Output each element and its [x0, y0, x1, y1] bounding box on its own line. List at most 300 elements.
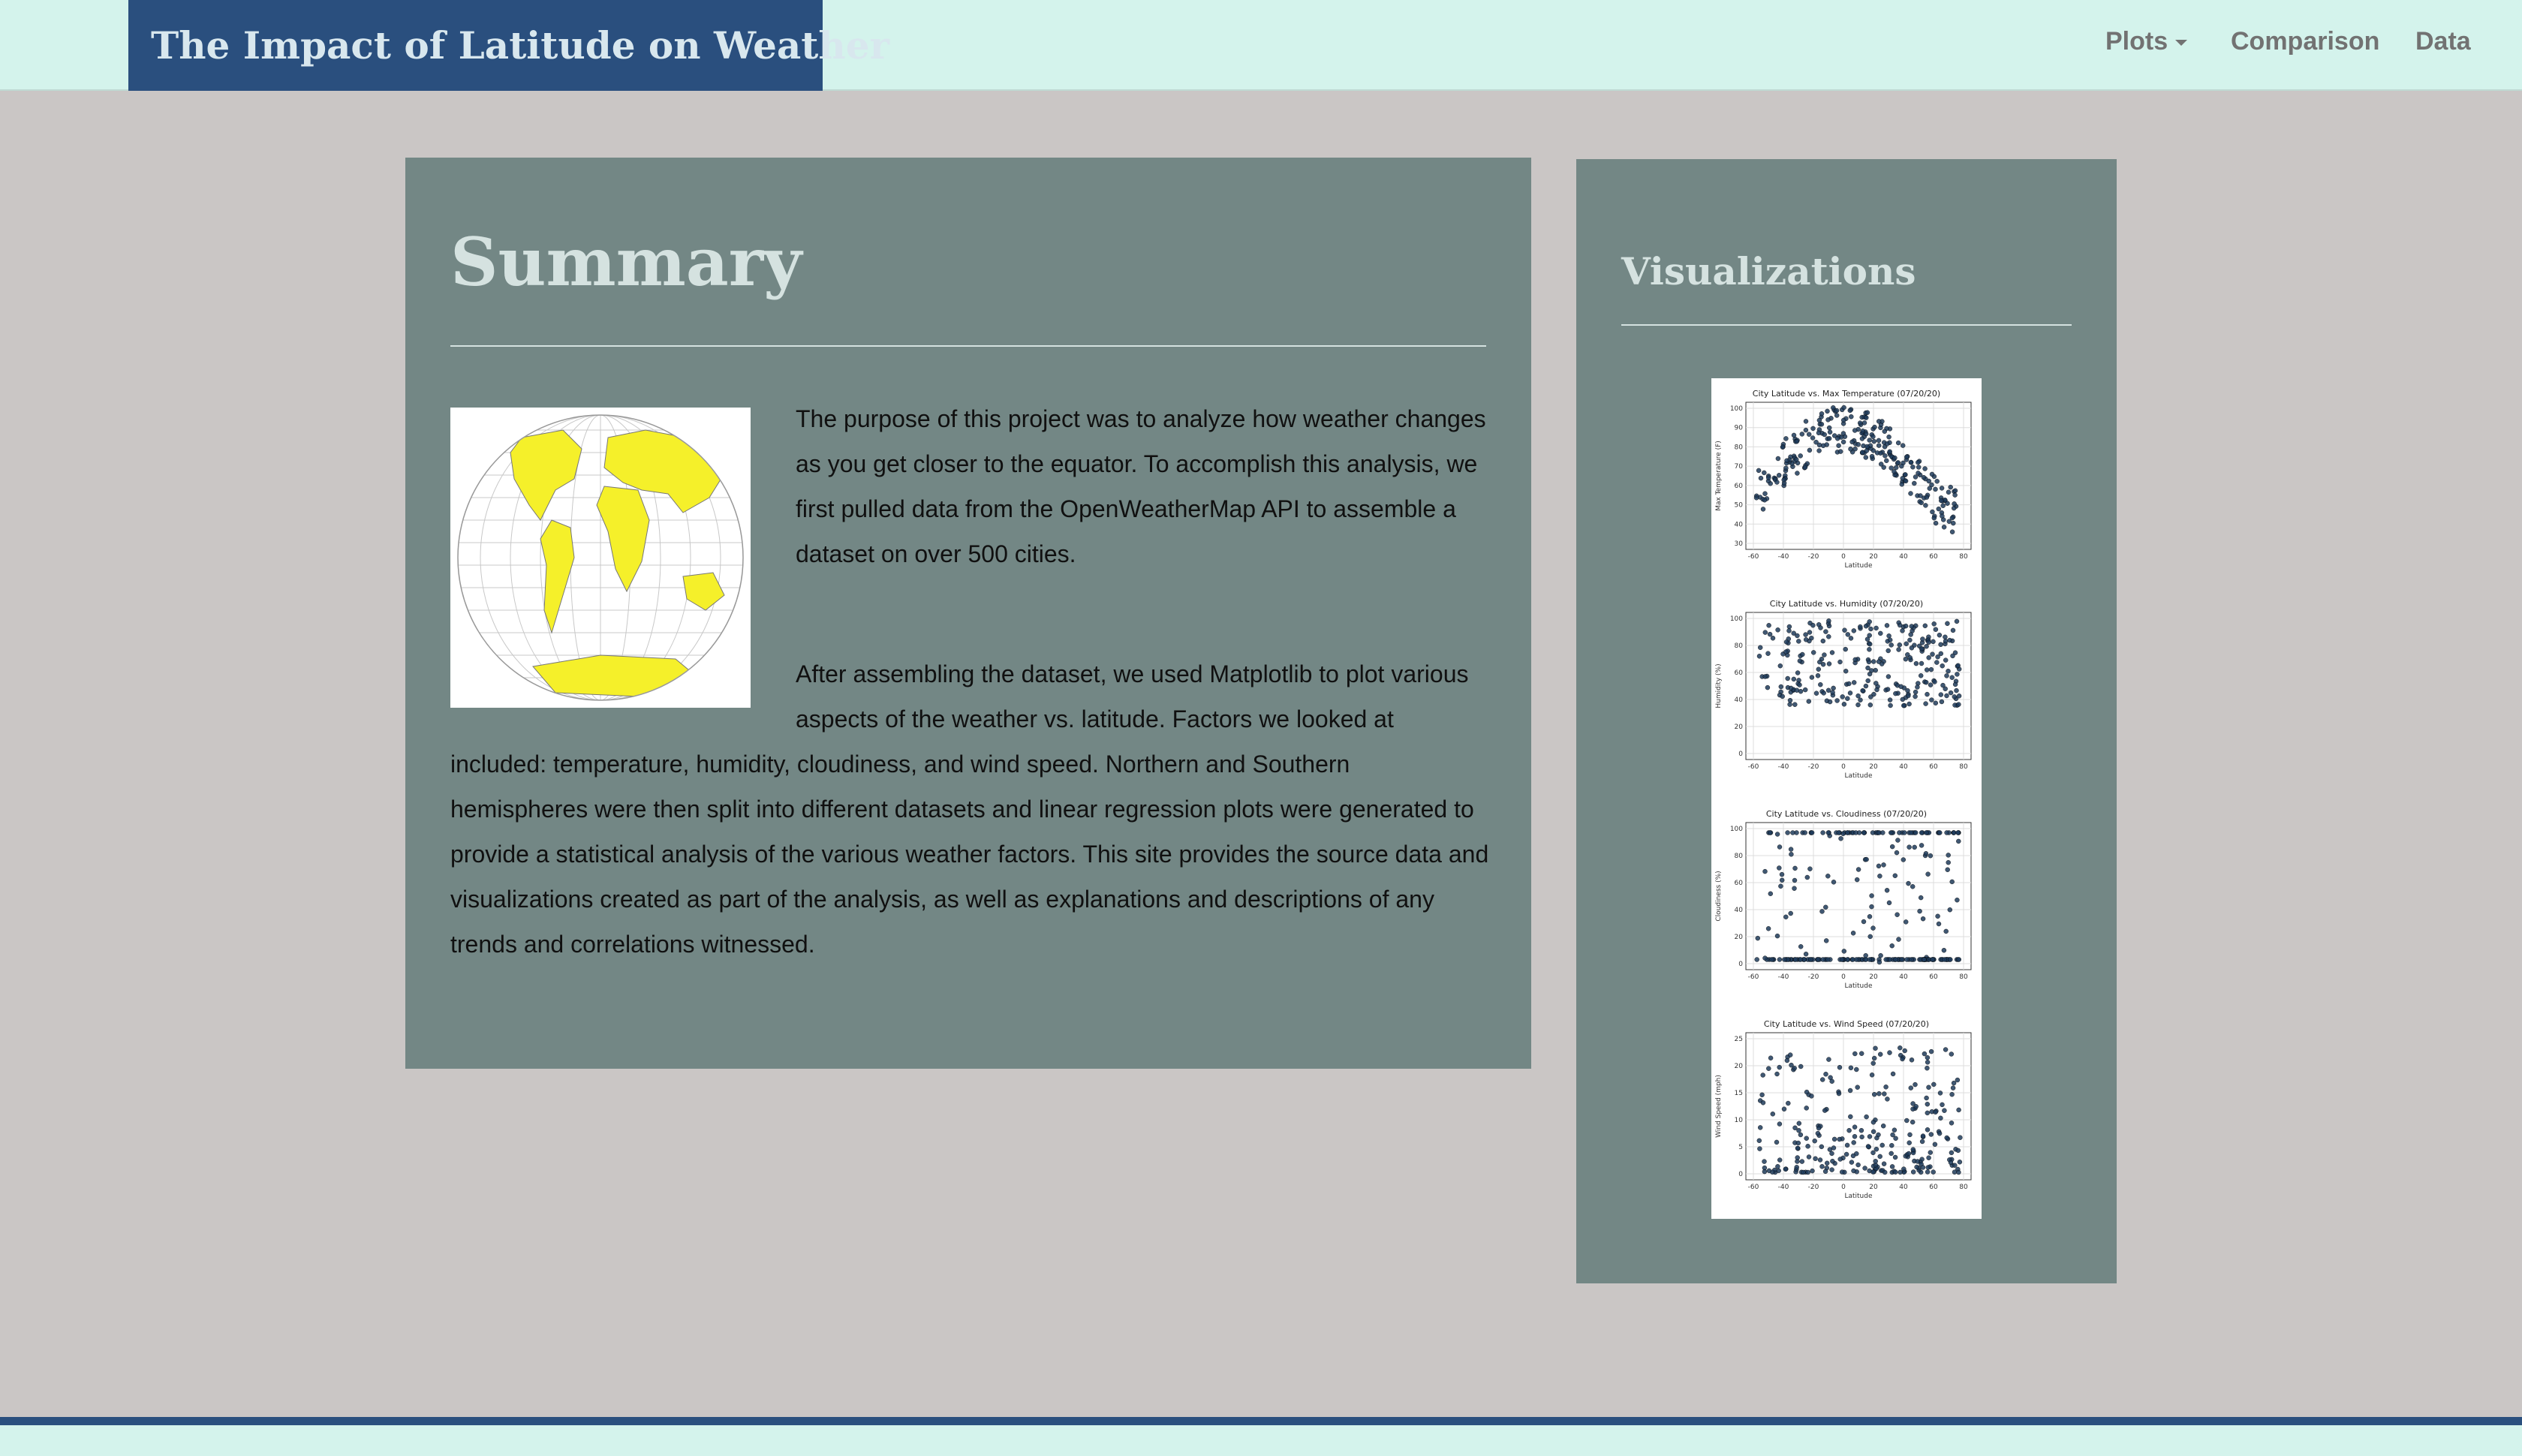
- scatter-point: [1929, 698, 1934, 702]
- scatter-point: [1819, 411, 1824, 416]
- scatter-point: [1947, 519, 1952, 524]
- scatter-point: [1786, 831, 1790, 835]
- scatter-point: [1909, 492, 1913, 496]
- scatter-point: [1840, 1170, 1844, 1175]
- scatter-point: [1865, 637, 1870, 642]
- scatter-point: [1919, 501, 1924, 505]
- scatter-point: [1806, 1170, 1810, 1175]
- scatter-point: [1761, 1073, 1765, 1078]
- scatter-point: [1807, 448, 1812, 453]
- y-tick-label: 0: [1738, 1171, 1743, 1178]
- scatter-point: [1870, 831, 1875, 835]
- scatter-point: [1919, 661, 1924, 666]
- scatter-point: [1910, 645, 1914, 650]
- scatter-point: [1955, 672, 1959, 676]
- scatter-point: [1757, 654, 1762, 658]
- scatter-point: [1816, 958, 1820, 962]
- scatter-point: [1777, 866, 1781, 871]
- x-tick-label: 60: [1929, 553, 1938, 561]
- scatter-point: [1881, 1124, 1885, 1128]
- scatter-point: [1940, 1103, 1945, 1107]
- scatter-point: [1905, 958, 1910, 962]
- scatter-point: [1831, 690, 1835, 695]
- y-tick-label: 60: [1734, 880, 1743, 887]
- scatter-point: [1895, 850, 1899, 855]
- scatter-point: [1933, 1142, 1937, 1147]
- scatter-point: [1955, 1078, 1960, 1082]
- scatter-point: [1810, 623, 1815, 627]
- scatter-point: [1820, 909, 1825, 913]
- scatter-point: [1884, 459, 1888, 463]
- scatter-point: [1768, 1056, 1773, 1060]
- scatter-point: [1890, 943, 1895, 948]
- scatter-point: [1795, 471, 1799, 476]
- scatter-point: [1839, 836, 1843, 841]
- scatter-point: [1953, 682, 1958, 687]
- scatter-point: [1956, 663, 1961, 668]
- scatter-point: [1931, 1082, 1936, 1087]
- scatter-plots-graphic: [1711, 378, 1982, 1219]
- scatter-point: [1942, 525, 1946, 529]
- scatter-point: [1943, 658, 1948, 663]
- scatter-point: [1858, 624, 1862, 629]
- scatter-point: [1952, 694, 1957, 699]
- scatter-point: [1831, 686, 1836, 690]
- scatter-point: [1953, 493, 1958, 498]
- y-tick-label: 70: [1734, 463, 1743, 471]
- scatter-point: [1867, 914, 1872, 919]
- scatter-point: [1892, 1128, 1897, 1133]
- scatter-point: [1927, 640, 1931, 645]
- scatter-point: [1870, 435, 1875, 439]
- scatter-point: [1906, 693, 1910, 698]
- scatter-point: [1816, 1126, 1821, 1130]
- scatter-point: [1871, 1151, 1876, 1155]
- scatter-point: [1857, 831, 1861, 835]
- scatter-point: [1902, 831, 1907, 835]
- scatter-point: [1931, 639, 1936, 644]
- footer: [0, 1425, 2522, 1456]
- visualizations-panel: [1576, 159, 2117, 1283]
- y-tick-label: 60: [1734, 669, 1743, 677]
- scatter-point: [1937, 1131, 1942, 1136]
- scatter-point: [1916, 471, 1921, 475]
- plot-title: City Latitude vs. Humidity (07/20/20): [1769, 599, 1924, 609]
- scatter-point: [1859, 1051, 1864, 1056]
- scatter-point: [1913, 1082, 1918, 1087]
- scatter-point: [1757, 1139, 1762, 1143]
- scatter-point: [1813, 1139, 1817, 1143]
- footer-bar: [0, 1417, 2522, 1425]
- scatter-point: [1788, 1053, 1792, 1057]
- scatter-point: [1825, 958, 1830, 962]
- scatter-point: [1811, 650, 1816, 654]
- scatter-point: [1826, 618, 1831, 623]
- scatter-point: [1786, 1101, 1790, 1106]
- x-tick-label: -60: [1747, 1184, 1759, 1191]
- scatter-point: [1873, 425, 1877, 429]
- scatter-point: [1888, 450, 1892, 454]
- scatter-point: [1933, 680, 1937, 684]
- scatter-point: [1780, 872, 1784, 877]
- scatter-point: [1792, 433, 1796, 438]
- scatter-point: [1830, 651, 1834, 655]
- scatter-point: [1822, 653, 1826, 657]
- scatter-point: [1898, 623, 1902, 627]
- scatter-point: [1889, 1151, 1894, 1156]
- scatter-point: [1861, 919, 1866, 924]
- scatter-point: [1879, 953, 1883, 958]
- scatter-point: [1901, 1167, 1906, 1172]
- scatter-point: [1876, 419, 1881, 423]
- scatter-point: [1882, 862, 1886, 867]
- scatter-point: [1819, 1145, 1824, 1149]
- scatter-point: [1759, 476, 1763, 480]
- scatter-point: [1870, 904, 1874, 909]
- scatter-point: [1800, 1160, 1804, 1164]
- scatter-point: [1845, 696, 1849, 701]
- scatter-point: [1816, 673, 1820, 678]
- scatter-point: [1908, 655, 1913, 660]
- scatter-point: [1934, 487, 1938, 492]
- scatter-point: [1887, 633, 1892, 638]
- scatter-point: [1876, 864, 1881, 868]
- scatter-point: [1940, 699, 1944, 704]
- scatter-point: [1784, 639, 1789, 644]
- scatter-point: [1822, 432, 1827, 437]
- x-tick-label: 40: [1899, 1184, 1908, 1191]
- scatter-point: [1937, 633, 1942, 637]
- scatter-point: [1903, 1048, 1907, 1053]
- x-axis-label: Latitude: [1844, 772, 1873, 780]
- scatter-plot-2: [1715, 599, 1971, 780]
- scatter-point: [1873, 1159, 1878, 1163]
- scatter-point: [1885, 623, 1889, 627]
- scatter-point: [1904, 624, 1908, 628]
- scatter-point: [1837, 1091, 1841, 1096]
- scatter-point: [1811, 426, 1816, 431]
- x-tick-label: 0: [1841, 763, 1846, 771]
- y-tick-label: 50: [1734, 501, 1743, 510]
- scatter-point: [1897, 937, 1901, 942]
- plot-title: City Latitude vs. Wind Speed (07/20/20): [1763, 1019, 1930, 1029]
- scatter-point: [1895, 913, 1900, 917]
- scatter-point: [1852, 1140, 1856, 1145]
- scatter-point: [1913, 831, 1918, 835]
- scatter-point: [1841, 440, 1846, 444]
- x-tick-label: 60: [1929, 973, 1938, 981]
- scatter-point: [1792, 702, 1797, 707]
- y-tick-label: 15: [1734, 1090, 1743, 1097]
- scatter-point: [1871, 660, 1876, 664]
- scatter-point: [1776, 456, 1780, 461]
- x-tick-label: 20: [1869, 1184, 1878, 1191]
- scatter-point: [1873, 1046, 1878, 1051]
- scatter-plot-3: [1715, 809, 1971, 990]
- scatter-point: [1779, 684, 1783, 689]
- scatter-point: [1952, 506, 1956, 510]
- scatter-point: [1774, 1140, 1779, 1145]
- scatter-point: [1777, 473, 1781, 477]
- x-tick-label: 40: [1899, 973, 1908, 981]
- scatter-point: [1919, 843, 1924, 847]
- scatter-point: [1794, 457, 1798, 462]
- scatter-plot-4: [1715, 1019, 1971, 1200]
- scatter-point: [1846, 681, 1851, 686]
- scatter-point: [1904, 657, 1908, 661]
- scatter-point: [1910, 1057, 1914, 1062]
- scatter-point: [1904, 479, 1908, 483]
- scatter-point: [1895, 838, 1900, 843]
- scatter-point: [1821, 444, 1825, 448]
- scatter-point: [1897, 831, 1901, 835]
- scatter-point: [1951, 1086, 1955, 1090]
- scatter-point: [1878, 1052, 1882, 1057]
- scatter-point: [1928, 1151, 1933, 1155]
- scatter-point: [1757, 1147, 1762, 1151]
- scatter-point: [1901, 697, 1905, 702]
- scatter-point: [1822, 1109, 1827, 1113]
- scatter-point: [1907, 845, 1912, 850]
- scatter-point: [1803, 831, 1807, 835]
- scatter-point: [1856, 693, 1861, 698]
- scatter-point: [1785, 459, 1789, 463]
- scatter-point: [1849, 1160, 1854, 1165]
- scatter-point: [1870, 1170, 1875, 1175]
- y-tick-label: 0: [1738, 751, 1743, 758]
- scatter-point: [1797, 1128, 1801, 1133]
- y-tick-label: 40: [1734, 907, 1743, 914]
- scatter-point: [1868, 695, 1873, 699]
- scatter-point: [1821, 831, 1825, 835]
- scatter-point: [1793, 1126, 1798, 1130]
- scatter-point: [1849, 1066, 1853, 1070]
- scatter-point: [1948, 907, 1952, 912]
- scatter-point: [1804, 1090, 1809, 1094]
- scatter-point: [1793, 866, 1798, 871]
- scatter-point: [1901, 628, 1905, 633]
- scatter-point: [1851, 1154, 1855, 1158]
- nav-plots-dropdown[interactable]: [2105, 27, 2187, 56]
- scatter-point: [1807, 432, 1811, 437]
- scatter-point: [1780, 878, 1784, 883]
- scatter-point: [1893, 691, 1898, 696]
- scatter-point: [1834, 414, 1839, 418]
- scatter-point: [1826, 417, 1831, 422]
- scatter-point: [1878, 1154, 1882, 1159]
- scatter-point: [1886, 648, 1891, 653]
- scatter-point: [1928, 853, 1933, 858]
- x-tick-label: 0: [1841, 1184, 1846, 1191]
- scatter-point: [1923, 624, 1928, 628]
- scatter-point: [1852, 628, 1856, 633]
- scatter-point: [1873, 681, 1878, 685]
- plot-title: City Latitude vs. Cloudiness (07/20/20): [1765, 809, 1928, 819]
- scatter-point: [1800, 432, 1804, 436]
- scatter-point: [1910, 1120, 1915, 1124]
- scatter-point: [1860, 1135, 1864, 1139]
- scatter-point: [1863, 1166, 1867, 1171]
- x-tick-label: -40: [1777, 553, 1789, 561]
- scatter-point: [1911, 1148, 1916, 1152]
- scatter-point: [1763, 630, 1768, 635]
- scatter-point: [1808, 958, 1813, 962]
- scatter-point: [1842, 949, 1846, 953]
- scatter-point: [1846, 632, 1850, 636]
- scatter-point: [1882, 429, 1887, 434]
- y-tick-label: 90: [1734, 424, 1743, 432]
- scatter-point: [1777, 1065, 1782, 1069]
- visualizations-image-link[interactable]: [1711, 378, 1982, 1219]
- scatter-point: [1870, 894, 1874, 898]
- scatter-point: [1927, 655, 1931, 660]
- y-tick-label: 40: [1734, 696, 1743, 704]
- scatter-point: [1777, 958, 1782, 962]
- scatter-point: [1953, 489, 1958, 493]
- scatter-point: [1768, 892, 1773, 896]
- scatter-point: [1850, 440, 1855, 444]
- scatter-point: [1775, 1072, 1780, 1076]
- scatter-point: [1768, 831, 1772, 835]
- scatter-point: [1939, 642, 1943, 647]
- scatter-point: [1867, 642, 1872, 646]
- scatter-point: [1866, 1145, 1870, 1149]
- scatter-point: [1864, 953, 1868, 958]
- x-tick-label: 80: [1959, 1184, 1968, 1191]
- y-axis-label: Max Temperature (F): [1715, 441, 1723, 511]
- scatter-point: [1946, 868, 1950, 872]
- scatter-point: [1776, 627, 1780, 632]
- scatter-point: [1842, 405, 1846, 410]
- scatter-point: [1876, 1091, 1881, 1096]
- scatter-point: [1885, 441, 1889, 446]
- scatter-point: [1890, 844, 1895, 849]
- nav-comparison-link[interactable]: Comparison: [2231, 27, 2380, 56]
- scatter-point: [1848, 408, 1852, 413]
- scatter-point: [1891, 1133, 1895, 1137]
- scatter-point: [1882, 1162, 1886, 1166]
- scatter-point: [1871, 926, 1876, 931]
- x-tick-label: 0: [1841, 973, 1846, 981]
- scatter-point: [1924, 702, 1928, 706]
- scatter-point: [1767, 623, 1771, 627]
- scatter-point: [1871, 1061, 1876, 1066]
- scatter-point: [1952, 501, 1957, 506]
- scatter-point: [1798, 944, 1803, 949]
- scatter-point: [1894, 465, 1898, 470]
- scatter-point: [1885, 888, 1889, 892]
- scatter-point: [1952, 831, 1956, 835]
- scatter-point: [1919, 895, 1923, 900]
- scatter-point: [1935, 479, 1940, 483]
- scatter-point: [1932, 516, 1937, 520]
- scatter-point: [1804, 1136, 1809, 1141]
- scatter-point: [1920, 637, 1925, 642]
- scatter-point: [1953, 651, 1958, 655]
- scatter-point: [1952, 1081, 1956, 1085]
- scatter-point: [1945, 693, 1949, 698]
- scatter-point: [1817, 660, 1822, 664]
- scatter-point: [1929, 1133, 1934, 1137]
- scatter-point: [1835, 436, 1840, 441]
- y-tick-label: 25: [1734, 1036, 1743, 1043]
- scatter-point: [1834, 408, 1839, 413]
- scatter-point: [1950, 880, 1955, 884]
- scatter-point: [1783, 915, 1788, 919]
- scatter-point: [1894, 958, 1898, 962]
- scatter-point: [1765, 685, 1770, 690]
- scatter-point: [1920, 1139, 1925, 1144]
- scatter-point: [1796, 639, 1801, 643]
- scatter-point: [1798, 683, 1802, 687]
- scatter-point: [1932, 621, 1937, 626]
- y-tick-label: 30: [1734, 540, 1743, 548]
- scatter-point: [1946, 490, 1951, 495]
- scatter-point: [1901, 703, 1906, 708]
- scatter-point: [1847, 1128, 1852, 1133]
- scatter-point: [1938, 1090, 1943, 1095]
- site-brand-link[interactable]: The Impact of Latitude on Weather: [128, 0, 823, 91]
- y-tick-label: 20: [1734, 934, 1743, 941]
- scatter-point: [1832, 1137, 1837, 1142]
- scatter-point: [1826, 1057, 1831, 1062]
- scatter-point: [1882, 453, 1887, 458]
- scatter-point: [1898, 1045, 1902, 1050]
- scatter-point: [1919, 494, 1923, 498]
- scatter-point: [1909, 460, 1913, 465]
- caret-down-icon: [2175, 40, 2187, 46]
- scatter-point: [1919, 673, 1923, 678]
- scatter-point: [1867, 647, 1871, 651]
- scatter-point: [1855, 1085, 1860, 1090]
- scatter-point: [1783, 1167, 1788, 1172]
- scatter-point: [1771, 1112, 1775, 1116]
- scatter-point: [1915, 685, 1919, 690]
- scatter-point: [1758, 645, 1762, 650]
- scatter-point: [1821, 958, 1825, 962]
- scatter-point: [1804, 428, 1808, 432]
- scatter-point: [1919, 831, 1924, 835]
- scatter-point: [1929, 667, 1934, 672]
- scatter-point: [1855, 877, 1859, 882]
- scatter-point: [1884, 1084, 1888, 1089]
- scatter-point: [1937, 922, 1941, 926]
- scatter-point: [1778, 663, 1783, 668]
- scatter-point: [1921, 916, 1925, 921]
- scatter-point: [1798, 1064, 1803, 1069]
- scatter-point: [1843, 628, 1847, 633]
- scatter-point: [1934, 521, 1938, 525]
- scatter-point: [1792, 886, 1797, 891]
- scatter-point: [1843, 669, 1848, 673]
- scatter-point: [1907, 702, 1912, 706]
- scatter-point: [1888, 703, 1893, 708]
- scatter-point: [1807, 630, 1812, 635]
- scatter-point: [1916, 465, 1921, 470]
- scatter-point: [1766, 926, 1771, 931]
- scatter-point: [1801, 1170, 1805, 1175]
- scatter-point: [1910, 958, 1914, 962]
- nav-data-link[interactable]: Data: [2415, 27, 2471, 56]
- y-axis-label: Humidity (%): [1715, 663, 1723, 708]
- summary-text: [450, 396, 1494, 967]
- scatter-point: [1874, 1147, 1879, 1151]
- scatter-point: [1803, 687, 1807, 692]
- scatter-point: [1876, 444, 1881, 448]
- scatter-point: [1821, 639, 1825, 643]
- scatter-point: [1923, 503, 1928, 507]
- scatter-point: [1942, 1109, 1946, 1113]
